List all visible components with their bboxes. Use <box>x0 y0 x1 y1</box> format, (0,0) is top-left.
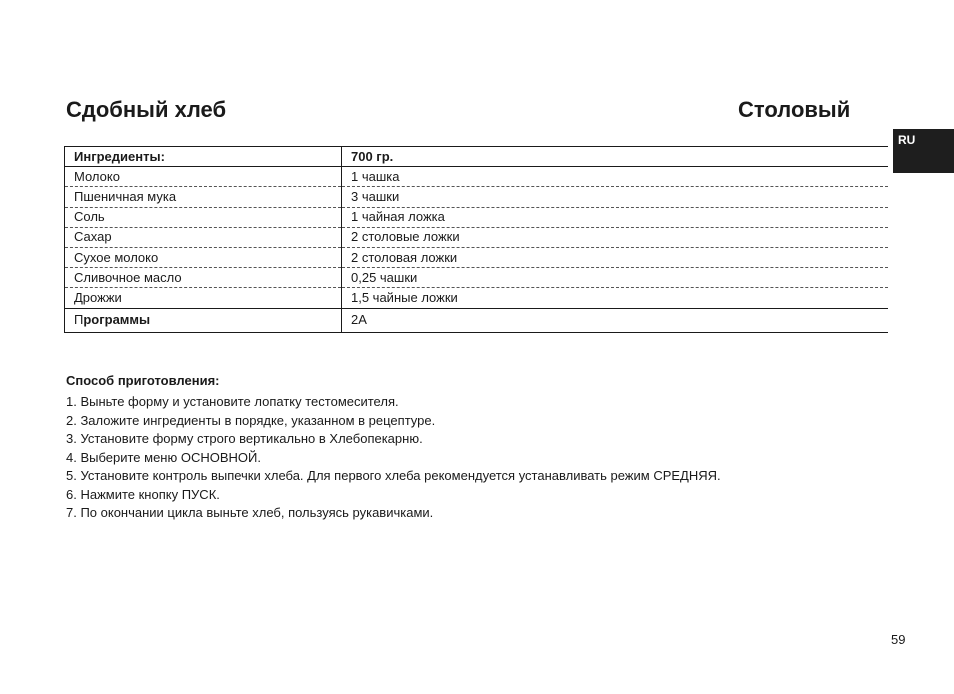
method-title: Способ приготовления: <box>66 373 220 388</box>
method-step: 2. Заложите ингредиенты в порядке, указанном в рецептуре. <box>66 412 436 428</box>
ingredient-name: Сахар <box>65 227 342 247</box>
ingredient-amount: 2 столовые ложки <box>342 227 889 247</box>
ingredient-amount: 3 чашки <box>342 187 889 207</box>
method-step: 5. Установите контроль выпечки хлеба. Для первого хлеба рекомендуется устанавливать режим СРЕДНЯЯ. <box>66 468 721 483</box>
ingredient-name: Соль <box>65 207 342 227</box>
programs-label-rest: рограммы <box>83 312 151 327</box>
bread-type-title: Столовый <box>738 97 851 122</box>
table-row <box>65 247 889 267</box>
ingredient-name: Пшеничная мука <box>65 187 342 207</box>
table-row <box>65 227 889 247</box>
header-ingredients: Ингредиенты: <box>65 147 342 167</box>
ingredients-table <box>64 146 888 333</box>
method-step: 4. Выберите меню ОСНОВНОЙ. <box>66 449 261 465</box>
table-header-row <box>65 147 889 167</box>
method-step: 1. Выньте форму и установите лопатку тестомесителя. <box>66 394 399 409</box>
table-row <box>65 207 889 227</box>
programs-value: 2A <box>342 308 889 332</box>
programs-label <box>65 308 342 332</box>
table-row <box>65 288 889 308</box>
table-row <box>65 187 889 207</box>
page-number: 59 <box>891 632 906 647</box>
header-weight: 700 гр. <box>342 147 889 167</box>
ingredient-amount: 0,25 чашки <box>342 268 889 288</box>
table-row <box>65 167 889 187</box>
method-step: 6. Нажмите кнопку ПУСК. <box>66 486 220 502</box>
method-step: 3. Установите форму строго вертикально в Хлебопекарню. <box>66 431 423 446</box>
programs-row <box>65 308 889 332</box>
table-row <box>65 268 889 288</box>
recipe-title: Сдобный хлеб <box>66 97 227 122</box>
ingredient-name: Молоко <box>65 167 342 187</box>
ingredient-name: Дрожжи <box>65 288 342 308</box>
programs-label-prefix: П <box>74 312 84 327</box>
language-tab: RU <box>893 129 954 173</box>
ingredient-name: Сухое молоко <box>65 247 342 267</box>
ingredient-amount: 1 чашка <box>342 167 889 187</box>
ingredient-name: Сливочное масло <box>65 268 342 288</box>
ingredient-amount: 1,5 чайные ложки <box>351 289 458 305</box>
method-steps <box>66 393 721 523</box>
ingredient-amount: 1 чайная ложка <box>342 207 889 227</box>
method-step: 7. По окончании цикла выньте хлеб, пользуясь рукавичками. <box>66 505 434 520</box>
ingredient-amount: 2 столовая ложки <box>342 247 889 267</box>
